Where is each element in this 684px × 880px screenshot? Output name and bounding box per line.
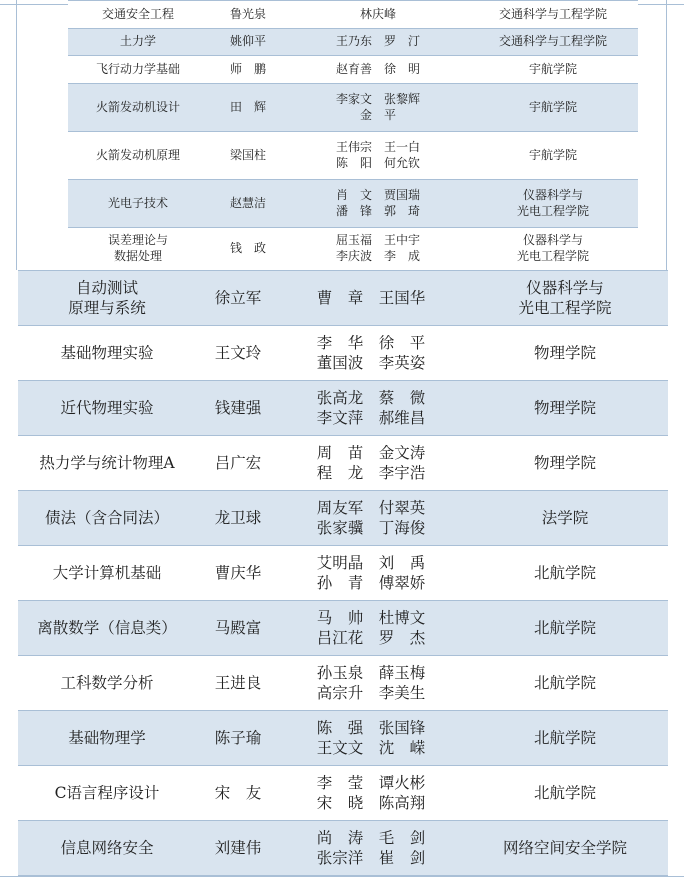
- team-members-cell: [280, 546, 462, 601]
- team-members-cell: [288, 180, 468, 228]
- course-name-text: 大学计算机基础: [52, 563, 162, 582]
- school-cell: [462, 326, 668, 381]
- table-row: [18, 271, 668, 326]
- team-member-line: 李庆波 李 成: [335, 249, 420, 263]
- team-member-line: 宋 晓 陈高翔: [316, 794, 426, 812]
- school-text: 物理学院: [533, 453, 596, 472]
- course-name-text: 自动测试: [75, 278, 138, 297]
- lecturer-cell: [196, 326, 280, 381]
- lecturer-text: 鲁光泉: [229, 6, 266, 21]
- course-name-text: 误差理论与: [107, 233, 168, 248]
- team-members-cell: [288, 228, 468, 271]
- course-name-text: 近代物理实验: [60, 398, 154, 417]
- lecturer-cell: [208, 56, 288, 84]
- course-name-cell: [68, 29, 208, 56]
- team-member-line: 董国波 李英姿: [316, 354, 426, 372]
- school-cell: [462, 546, 668, 601]
- lecturer-text: 宋 友: [214, 783, 262, 802]
- lecturer-text: 梁国柱: [229, 147, 266, 162]
- lecturer-text: 钱建强: [214, 398, 262, 417]
- team-members-cell: [288, 29, 468, 56]
- school-text: 北航学院: [533, 728, 596, 747]
- table-row: [68, 84, 638, 132]
- team-members-cell: [288, 56, 468, 84]
- team-members-cell: [280, 436, 462, 491]
- course-name-cell: [18, 656, 196, 711]
- course-name-cell: [68, 180, 208, 228]
- school-text: 光电工程学院: [516, 249, 589, 263]
- lecturer-text: 马殿富: [214, 618, 262, 637]
- team-member-line: 潘 锋 郭 琦: [335, 203, 420, 218]
- lecturer-cell: [208, 1, 288, 29]
- course-name-cell: [68, 56, 208, 84]
- team-member-line: 王文文 沈 嵘: [316, 739, 426, 757]
- course-name-cell: [18, 271, 196, 326]
- team-members-cell: [288, 84, 468, 132]
- course-name-cell: [18, 601, 196, 656]
- school-text: 物理学院: [533, 398, 596, 417]
- course-name-text: 原理与系统: [68, 299, 146, 317]
- lecturer-cell: [196, 711, 280, 766]
- table-row: [18, 711, 668, 766]
- school-text: 北航学院: [533, 618, 596, 637]
- course-name-cell: [18, 326, 196, 381]
- lecturer-text: 陈子瑜: [214, 728, 262, 747]
- team-member-line: 李文萍 郝维昌: [316, 409, 426, 427]
- course-name-cell: [68, 132, 208, 180]
- school-text: 网络空间安全学院: [502, 838, 627, 857]
- lecturer-cell: [196, 766, 280, 821]
- table-row: [18, 491, 668, 546]
- course-name-cell: [68, 1, 208, 29]
- team-member-line: 张宗洋 崔 剑: [316, 849, 426, 867]
- school-text: 北航学院: [533, 783, 596, 802]
- team-member-line: 马 帅 杜博文: [316, 608, 426, 627]
- team-member-line: 王伟宗 王一白: [335, 139, 420, 154]
- lecturer-cell: [196, 491, 280, 546]
- school-cell: [462, 271, 668, 326]
- lecturer-cell: [208, 84, 288, 132]
- school-cell: [462, 766, 668, 821]
- lecturer-cell: [208, 29, 288, 56]
- course-name-text: 交通安全工程: [101, 6, 174, 21]
- school-cell: [468, 56, 638, 84]
- team-member-line: 李 莹 谭火彬: [316, 773, 426, 792]
- school-text: 北航学院: [533, 563, 596, 582]
- course-name-text: 离散数学（信息类）: [37, 618, 177, 637]
- lecturer-cell: [196, 381, 280, 436]
- course-name-cell: [18, 436, 196, 491]
- school-text: 法学院: [541, 508, 589, 527]
- course-name-text: 土力学: [119, 34, 156, 49]
- lecturer-text: 徐立军: [214, 288, 262, 307]
- team-member-line: 金 平: [359, 107, 396, 122]
- team-member-line: 程 龙 李宇浩: [316, 464, 426, 482]
- team-member-line: 陈 阳 何允钦: [335, 155, 420, 170]
- table-row: [18, 766, 668, 821]
- team-member-line: 屈玉福 王中宇: [335, 233, 420, 248]
- team-member-line: 曹 章 王国华: [316, 288, 426, 307]
- table-row: [68, 1, 638, 29]
- team-member-line: 张家骥 丁海俊: [316, 519, 426, 537]
- school-text: 宇航学院: [528, 147, 577, 162]
- school-cell: [468, 1, 638, 29]
- course-name-text: 火箭发动机原理: [95, 147, 180, 162]
- school-cell: [468, 29, 638, 56]
- lecturer-cell: [196, 436, 280, 491]
- lecturer-text: 王文玲: [214, 343, 262, 362]
- school-cell: [462, 381, 668, 436]
- lecturer-cell: [196, 601, 280, 656]
- team-member-line: 高宗升 李美生: [316, 684, 426, 702]
- team-member-line: 孙玉泉 薛玉梅: [316, 663, 426, 682]
- table-row: [18, 821, 668, 876]
- team-member-line: 陈 强 张国锋: [316, 718, 426, 737]
- table-row: [18, 326, 668, 381]
- school-cell: [468, 228, 638, 271]
- team-members-cell: [288, 1, 468, 29]
- upper-frame-left-rule: [16, 0, 17, 270]
- team-member-line: 张高龙 蔡 微: [316, 388, 426, 407]
- course-name-text: 光电子技术: [107, 195, 168, 210]
- school-cell: [462, 436, 668, 491]
- course-name-cell: [18, 821, 196, 876]
- team-members-cell: [280, 601, 462, 656]
- table-row: [18, 546, 668, 601]
- lecturer-cell: [208, 132, 288, 180]
- school-text: 仪器科学与: [522, 187, 583, 202]
- school-cell: [462, 711, 668, 766]
- upper-course-table-body: [68, 1, 638, 271]
- school-cell: [462, 601, 668, 656]
- team-members-cell: [280, 326, 462, 381]
- table-row: [18, 436, 668, 491]
- lower-course-table: [18, 270, 668, 876]
- school-text: 交通科学与工程学院: [498, 34, 607, 49]
- team-member-line: 艾明晶 刘 禹: [316, 553, 426, 572]
- team-members-cell: [280, 821, 462, 876]
- lecturer-cell: [196, 821, 280, 876]
- school-text: 光电工程学院: [516, 203, 589, 218]
- school-cell: [462, 821, 668, 876]
- table-row: [68, 132, 638, 180]
- school-text: 光电工程学院: [518, 299, 612, 317]
- school-cell: [468, 132, 638, 180]
- course-name-cell: [68, 228, 208, 271]
- course-name-text: 火箭发动机设计: [95, 99, 180, 114]
- course-name-cell: [18, 546, 196, 601]
- team-member-line: 周 苗 金文涛: [316, 443, 426, 462]
- course-name-text: 信息网络安全: [60, 838, 154, 857]
- lecturer-cell: [196, 271, 280, 326]
- upper-course-table: [68, 0, 638, 271]
- lecturer-text: 王进良: [214, 673, 262, 692]
- team-member-line: 周友军 付翠英: [316, 498, 426, 517]
- team-member-line: 尚 涛 毛 剑: [316, 828, 426, 847]
- table-row: [68, 180, 638, 228]
- lecturer-cell: [208, 228, 288, 271]
- course-name-cell: [18, 711, 196, 766]
- school-text: 宇航学院: [528, 99, 577, 114]
- lecturer-text: 刘建伟: [214, 838, 262, 857]
- course-name-cell: [18, 381, 196, 436]
- course-name-cell: [18, 766, 196, 821]
- team-members-cell: [280, 711, 462, 766]
- bottom-rule: [0, 876, 684, 877]
- team-members-cell: [288, 132, 468, 180]
- team-member-line: 林庆峰: [359, 6, 396, 21]
- course-name-text: 飞行动力学基础: [95, 61, 180, 76]
- lecturer-text: 龙卫球: [214, 508, 262, 527]
- course-name-text: 工科数学分析: [60, 673, 154, 692]
- team-member-line: 李家文 张黎辉: [335, 91, 420, 106]
- school-text: 仪器科学与: [526, 278, 604, 297]
- lower-course-table-body: [18, 271, 668, 876]
- lecturer-cell: [196, 546, 280, 601]
- team-members-cell: [280, 656, 462, 711]
- course-name-cell: [18, 491, 196, 546]
- team-member-line: 赵育善 徐 明: [335, 61, 420, 76]
- lecturer-cell: [208, 180, 288, 228]
- lecturer-cell: [196, 656, 280, 711]
- table-row: [18, 656, 668, 711]
- team-members-cell: [280, 381, 462, 436]
- school-text: 交通科学与工程学院: [498, 6, 607, 21]
- course-name-cell: [68, 84, 208, 132]
- lecturer-text: 曹庆华: [214, 563, 262, 582]
- school-cell: [462, 656, 668, 711]
- upper-frame-right-rule: [666, 0, 667, 270]
- lecturer-text: 吕广宏: [214, 453, 262, 472]
- team-member-line: 王乃东 罗 汀: [335, 34, 420, 49]
- team-members-cell: [280, 271, 462, 326]
- lecturer-text: 姚仰平: [229, 34, 266, 49]
- table-row: [68, 56, 638, 84]
- team-member-line: 吕江花 罗 杰: [316, 629, 426, 647]
- school-cell: [468, 180, 638, 228]
- school-cell: [462, 491, 668, 546]
- course-name-text: 基础物理学: [68, 728, 146, 747]
- lecturer-text: 赵慧洁: [229, 195, 266, 210]
- lecturer-text: 钱 政: [229, 241, 266, 256]
- school-text: 仪器科学与: [522, 233, 583, 248]
- team-members-cell: [280, 766, 462, 821]
- team-member-line: 李 华 徐 平: [316, 333, 426, 352]
- table-row: [68, 29, 638, 56]
- course-name-text: 基础物理实验: [60, 343, 154, 362]
- course-name-text: 数据处理: [113, 249, 162, 263]
- lecturer-text: 师 鹏: [229, 61, 266, 76]
- school-text: 北航学院: [533, 673, 596, 692]
- course-name-text: 热力学与统计物理A: [39, 453, 175, 472]
- team-member-line: 肖 文 贾国瑞: [335, 187, 420, 202]
- school-cell: [468, 84, 638, 132]
- school-text: 物理学院: [533, 343, 596, 362]
- table-row: [18, 601, 668, 656]
- table-row: [18, 381, 668, 436]
- course-name-text: C语言程序设计: [54, 783, 160, 802]
- lecturer-text: 田 辉: [229, 99, 266, 114]
- team-members-cell: [280, 491, 462, 546]
- table-row: [68, 228, 638, 271]
- school-text: 宇航学院: [528, 61, 577, 76]
- team-member-line: 孙 青 傅翠娇: [316, 574, 426, 592]
- course-name-text: 债法（含合同法）: [44, 508, 169, 527]
